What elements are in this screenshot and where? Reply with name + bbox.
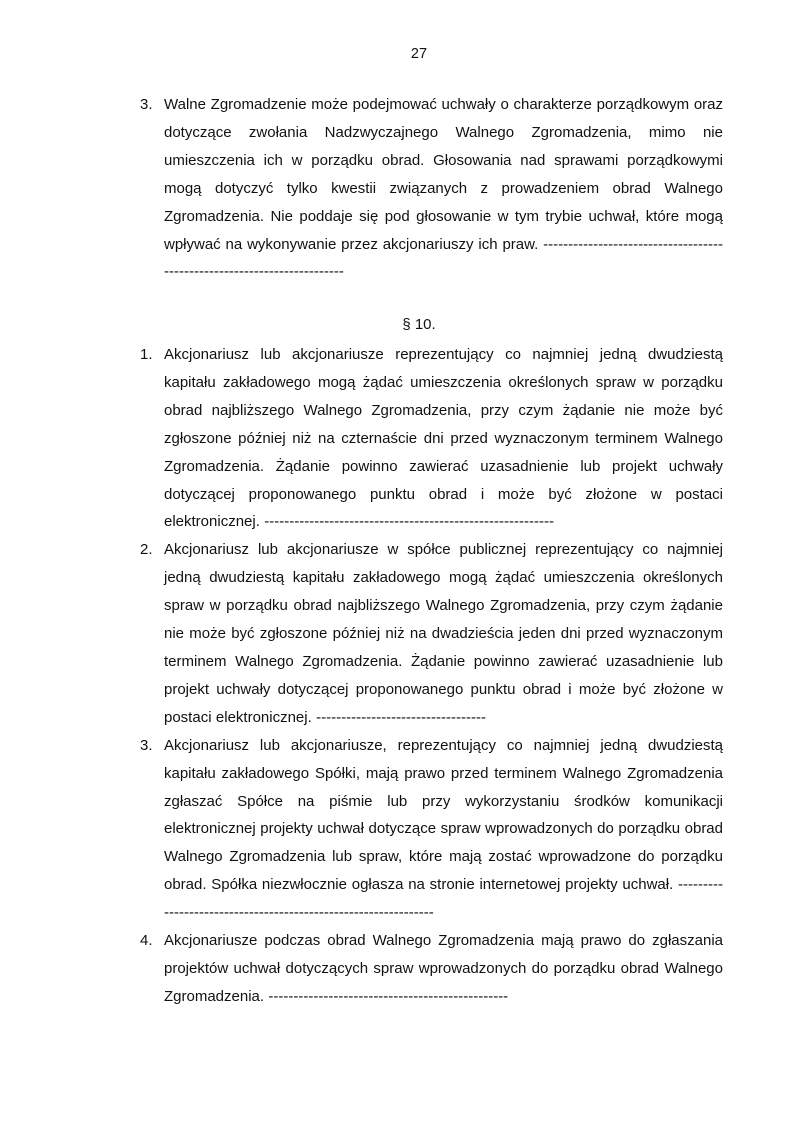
list-item [0,341,800,536]
page-number: 27 [410,46,428,62]
item-number: 4. [140,932,153,950]
item-text: Akcjonariusz lub akcjonariusze reprezentujący co najmniej jedną dwudziestą kapitału zakładowego mogą żądać umieszczenia określonych spraw w porządku obrad najbliższego Walnego Zgromadzenia, przy czym żądanie nie może być zgłoszone później niż na czternaście dni przed wyznaczonym terminem Walnego Zgromadzenia. Żądanie powinno zawierać uzasadnienie lub projekt uchwały dotyczącej proponowanego punktu obrad i może być złożone w postaci elektronicznej. ---------------------------------------------------------- [164,346,723,531]
list-item [0,927,800,1011]
list-item [0,732,800,927]
item-text: Walne Zgromadzenie może podejmować uchwały o charakterze porządkowym oraz dotyczące zwołania Nadzwyczajnego Walnego Zgromadzenia, mimo nie umieszczenia ich w porządku obrad. Głosowania nad sprawami porządkowymi mogą dotyczyć tylko kwestii związanych z prowadzeniem obrad Walnego Zgromadzenia. Nie poddaje się pod głosowanie w tym trybie uchwał, które mogą wpływać na wykonywanie przez akcjonariuszy ich praw. ------------------------------------------------------------------------ [164,96,723,281]
item-number: 3. [140,96,153,113]
item-number: 3. [140,736,153,754]
section-heading: § 10. [402,316,436,333]
item-text: Akcjonariusz lub akcjonariusze w spółce publicznej reprezentujący co najmniej jedną dwudziestą kapitału zakładowego mogą żądać umieszczenia określonych spraw w porządku obrad najbliższego Walnego Zgromadzenia, przy czym żądanie nie może być zgłoszone później niż na dwadzieścia jeden dni przed wyznaczonym terminem Walnego Zgromadzenia. Żądanie powinno zawierać uzasadnienie lub projekt uchwały dotyczącej proponowanego punktu obrad i może być złożone w postaci elektronicznej. ---------------------------------- [164,541,723,726]
item-text: Akcjonariusz lub akcjonariusze, reprezentujący co najmniej jedną dwudziestą kapitału zakładowego Spółki, mają prawo przed terminem Walnego Zgromadzenia zgłaszać Spółce na piśmie lub przy wykorzystaniu środków komunikacji elektronicznej projekty uchwał dotyczące spraw wprowadzonych do porządku obrad Walnego Zgromadzenia lub spraw, które mają zostać wprowadzone do porządku obrad. Spółka niezwłocznie ogłasza na stronie internetowej projekty uchwał. --------------------------------------------------------------- [164,736,723,922]
item-number: 2. [140,541,153,559]
list-item [0,536,800,731]
item-number: 1. [140,346,153,363]
section-10-items [0,341,800,1011]
list-item [0,91,800,286]
section-9-continuation [0,91,800,286]
item-text: Akcjonariusze podczas obrad Walnego Zgromadzenia mają prawo do zgłaszania projektów uchwał dotyczących spraw wprowadzonych do porządku obrad Walnego Zgromadzenia. ------------------------------------------------ [164,932,723,1005]
